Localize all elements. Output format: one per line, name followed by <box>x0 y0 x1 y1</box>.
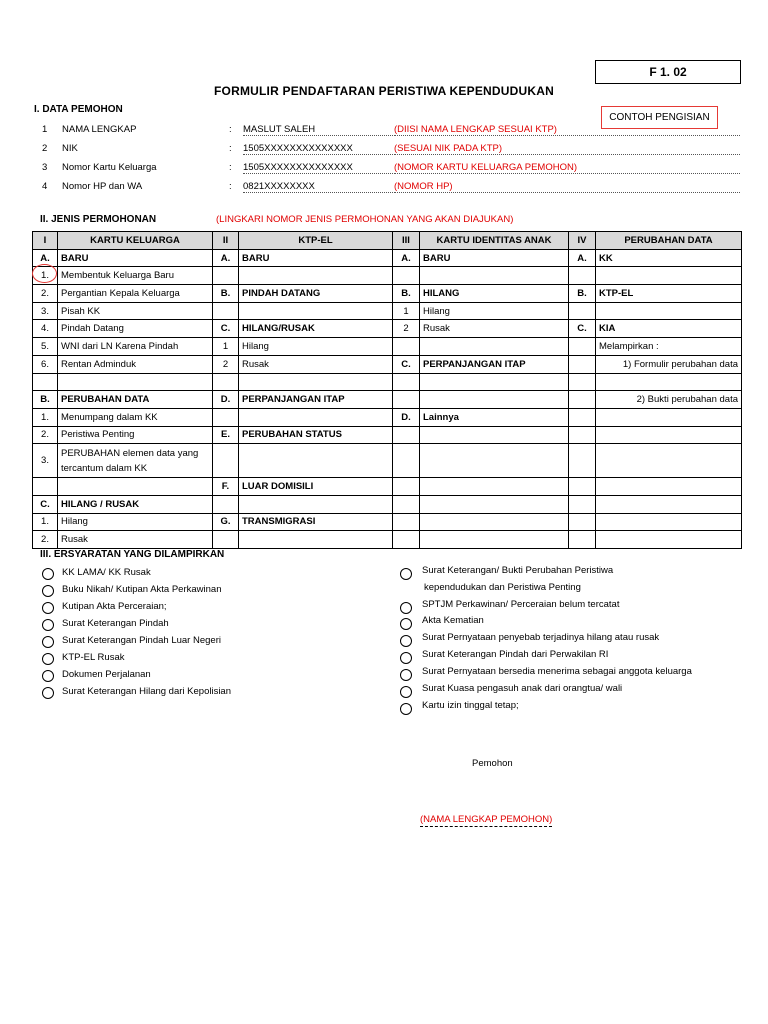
table-row <box>33 285 742 303</box>
table-cell: Rentan Adminduk <box>58 355 213 373</box>
applicant-field-hint: (NOMOR KARTU KELUARGA PEMOHON) <box>394 162 740 174</box>
table-cell: 2) Bukti perubahan data <box>596 391 742 409</box>
table-cell <box>420 338 569 356</box>
requirement-item-label: KTP-EL Rusak <box>62 652 125 663</box>
section2-hint: (LINGKARI NOMOR JENIS PERMOHONAN YANG AKAN DIAJUKAN) <box>216 214 514 225</box>
signature-label: Pemohon <box>472 758 513 769</box>
table-cell: HILANG/RUSAK <box>239 320 393 338</box>
table-cell <box>239 495 393 513</box>
applicant-field-value: 0821XXXXXXXX <box>243 181 393 193</box>
table-header-cell: KARTU KELUARGA <box>58 232 213 250</box>
table-cell <box>213 444 239 478</box>
table-cell <box>393 531 420 549</box>
table-cell: Melampirkan : <box>596 338 742 356</box>
table-cell <box>393 495 420 513</box>
requirement-item-label: Surat Keterangan Pindah dari Perwakilan RI <box>422 649 609 660</box>
table-cell <box>569 495 596 513</box>
table-cell <box>213 373 239 391</box>
table-row <box>33 408 742 426</box>
table-cell <box>569 391 596 409</box>
applicant-field-separator: : <box>229 124 232 135</box>
table-cell <box>420 267 569 285</box>
table-cell: 6. <box>33 355 58 373</box>
table-cell <box>393 267 420 285</box>
applicant-field-separator: : <box>229 181 232 192</box>
table-row <box>33 302 742 320</box>
table-cell <box>596 302 742 320</box>
table-header-cell: III <box>393 232 420 250</box>
table-cell: F. <box>213 478 239 496</box>
table-row <box>33 391 742 409</box>
table-header-cell: PERUBAHAN DATA <box>596 232 742 250</box>
checkbox-circle-icon[interactable] <box>400 635 412 647</box>
table-cell <box>393 338 420 356</box>
requirement-item-label: SPTJM Perkawinan/ Perceraian belum tercatat <box>422 599 620 610</box>
table-cell <box>393 478 420 496</box>
table-cell: Rusak <box>239 355 393 373</box>
table-cell: 1) Formulir perubahan data <box>596 355 742 373</box>
table-cell: BARU <box>420 249 569 267</box>
table-cell: 1 <box>213 338 239 356</box>
table-header-cell: I <box>33 232 58 250</box>
table-cell: A. <box>393 249 420 267</box>
applicant-field-hint: (NOMOR HP) <box>394 181 740 193</box>
table-cell <box>420 426 569 444</box>
checkbox-circle-icon[interactable] <box>400 568 412 580</box>
table-cell: BARU <box>58 249 213 267</box>
checkbox-circle-icon[interactable] <box>400 669 412 681</box>
form-title: FORMULIR PENDAFTARAN PERISTIWA KEPENDUDUKAN <box>214 84 554 98</box>
table-cell <box>569 373 596 391</box>
table-cell <box>596 373 742 391</box>
signature-name-hint: (NAMA LENGKAP PEMOHON) <box>420 814 553 825</box>
table-cell: PINDAH DATANG <box>239 285 393 303</box>
table-cell <box>58 373 213 391</box>
table-cell: Pergantian Kepala Keluarga <box>58 285 213 303</box>
table-cell: WNI dari LN Karena Pindah <box>58 338 213 356</box>
table-cell: 5. <box>33 338 58 356</box>
applicant-field-label: NIK <box>62 143 78 154</box>
table-cell <box>596 531 742 549</box>
table-cell: Hilang <box>420 302 569 320</box>
requirement-item-label: Kutipan Akta Perceraian; <box>62 601 167 612</box>
requirement-item-label: kependudukan dan Peristiwa Penting <box>424 582 581 593</box>
table-cell: 3. <box>33 302 58 320</box>
table-row <box>33 249 742 267</box>
table-cell <box>569 355 596 373</box>
requirement-item-label: Surat Kuasa pengasuh anak dari orangtua/ wali <box>422 683 623 694</box>
table-cell: D. <box>213 391 239 409</box>
table-cell: A. <box>213 249 239 267</box>
table-row <box>33 355 742 373</box>
table-cell <box>596 267 742 285</box>
table-cell <box>420 531 569 549</box>
section1-heading: I. DATA PEMOHON <box>34 104 123 115</box>
table-cell: PERPANJANGAN ITAP <box>239 391 393 409</box>
table-cell: KK <box>596 249 742 267</box>
table-cell: LUAR DOMISILI <box>239 478 393 496</box>
table-cell: A. <box>569 249 596 267</box>
table-row <box>33 531 742 549</box>
table-cell: Rusak <box>58 531 213 549</box>
table-row <box>33 478 742 496</box>
table-cell: KTP-EL <box>596 285 742 303</box>
table-cell <box>420 478 569 496</box>
applicant-row-number: 1 <box>42 124 48 135</box>
applicant-field-separator: : <box>229 162 232 173</box>
table-row <box>33 320 742 338</box>
checkbox-circle-icon[interactable] <box>42 670 54 682</box>
table-cell <box>393 373 420 391</box>
requirement-item-label: Buku Nikah/ Kutipan Akta Perkawinan <box>62 584 222 595</box>
table-cell: C. <box>393 355 420 373</box>
table-cell: C. <box>569 320 596 338</box>
table-cell: HILANG <box>420 285 569 303</box>
section3-heading: III. ERSYARATAN YANG DILAMPIRKAN <box>40 549 225 560</box>
table-cell: 4. <box>33 320 58 338</box>
table-cell <box>213 408 239 426</box>
table-cell: PERUBAHAN elemen data yang tercantum dalam KK <box>58 444 213 478</box>
table-cell: B. <box>33 391 58 409</box>
table-cell: B. <box>213 285 239 303</box>
table-cell: Menumpang dalam KK <box>58 408 213 426</box>
table-cell <box>596 444 742 478</box>
form-code-box <box>595 60 741 84</box>
table-cell <box>420 495 569 513</box>
table-cell <box>569 302 596 320</box>
table-cell: Pindah Datang <box>58 320 213 338</box>
applicant-field-value: MASLUT SALEH <box>243 124 393 136</box>
table-cell <box>596 513 742 531</box>
applicant-row-number: 3 <box>42 162 48 173</box>
table-header-cell: IV <box>569 232 596 250</box>
checkbox-circle-icon[interactable] <box>400 618 412 630</box>
table-cell: B. <box>569 285 596 303</box>
table-cell <box>569 513 596 531</box>
requirement-item-label: Surat Keterangan Hilang dari Kepolisian <box>62 686 231 697</box>
requirement-item-label: Dokumen Perjalanan <box>62 669 151 680</box>
table-cell: Pisah KK <box>58 302 213 320</box>
table-cell: KIA <box>596 320 742 338</box>
table-cell: 1 <box>393 302 420 320</box>
table-cell: Membentuk Keluarga Baru <box>58 267 213 285</box>
table-row <box>33 373 742 391</box>
table-cell: G. <box>213 513 239 531</box>
table-cell: HILANG / RUSAK <box>58 495 213 513</box>
applicant-field-hint: (DIISI NAMA LENGKAP SESUAI KTP) <box>394 124 740 136</box>
table-row <box>33 495 742 513</box>
table-row <box>33 338 742 356</box>
table-cell: B. <box>393 285 420 303</box>
table-cell: PERPANJANGAN ITAP <box>420 355 569 373</box>
table-cell: 2. <box>33 285 58 303</box>
table-cell <box>213 302 239 320</box>
applicant-field-separator: : <box>229 143 232 154</box>
table-cell: C. <box>33 495 58 513</box>
requirement-item-label: KK LAMA/ KK Rusak <box>62 567 151 578</box>
selection-circle <box>32 264 57 283</box>
applicant-field-label: Nomor Kartu Keluarga <box>62 162 157 173</box>
table-cell: A. <box>33 249 58 267</box>
table-cell <box>596 408 742 426</box>
applicant-row-number: 4 <box>42 181 48 192</box>
requirement-item-label: Surat Keterangan Pindah Luar Negeri <box>62 635 221 646</box>
form-code: F 1. 02 <box>649 65 687 79</box>
table-cell <box>33 373 58 391</box>
table-cell <box>569 531 596 549</box>
table-cell <box>58 478 213 496</box>
requirement-item-label: Kartu izin tinggal tetap; <box>422 700 519 711</box>
applicant-row-number: 2 <box>42 143 48 154</box>
checkbox-circle-icon[interactable] <box>400 686 412 698</box>
table-cell: C. <box>213 320 239 338</box>
checkbox-circle-icon[interactable] <box>42 585 54 597</box>
table-header-cell: KTP-EL <box>239 232 393 250</box>
table-cell <box>569 267 596 285</box>
table-cell <box>393 391 420 409</box>
table-header-cell: KARTU IDENTITAS ANAK <box>420 232 569 250</box>
applicant-field-value: 1505XXXXXXXXXXXXXX <box>243 143 393 155</box>
requirement-item-label: Surat Pernyataan bersedia menerima sebagai anggota keluarga <box>422 666 692 677</box>
table-cell <box>239 373 393 391</box>
table-cell <box>569 444 596 478</box>
requirement-item-label: Akta Kematian <box>422 615 484 626</box>
table-row <box>33 267 742 285</box>
checkbox-circle-icon[interactable] <box>42 619 54 631</box>
table-cell: 1. <box>33 513 58 531</box>
table-cell: E. <box>213 426 239 444</box>
table-cell: D. <box>393 408 420 426</box>
table-cell: 1. <box>33 408 58 426</box>
table-cell <box>569 478 596 496</box>
table-cell <box>596 478 742 496</box>
table-cell <box>213 267 239 285</box>
applicant-field-label: NAMA LENGKAP <box>62 124 137 135</box>
table-cell <box>420 373 569 391</box>
table-cell: BARU <box>239 249 393 267</box>
table-header-row <box>33 232 742 250</box>
table-cell <box>393 513 420 531</box>
table-cell <box>239 444 393 478</box>
checkbox-circle-icon[interactable] <box>42 687 54 699</box>
table-cell: Lainnya <box>420 408 569 426</box>
table-cell: Rusak <box>420 320 569 338</box>
table-cell: 2. <box>33 426 58 444</box>
table-cell: 3. <box>33 444 58 478</box>
table-cell: 2 <box>393 320 420 338</box>
table-cell: 2 <box>213 355 239 373</box>
checkbox-circle-icon[interactable] <box>42 568 54 580</box>
checkbox-circle-icon[interactable] <box>400 602 412 614</box>
table-cell: 2. <box>33 531 58 549</box>
table-row <box>33 426 742 444</box>
checkbox-circle-icon[interactable] <box>400 652 412 664</box>
table-cell <box>33 478 58 496</box>
table-cell <box>239 302 393 320</box>
table-cell: Hilang <box>58 513 213 531</box>
table-cell <box>239 408 393 426</box>
applicant-field-hint: (SESUAI NIK PADA KTP) <box>394 143 740 155</box>
table-cell: PERUBAHAN DATA <box>58 391 213 409</box>
table-cell <box>213 495 239 513</box>
checkbox-circle-icon[interactable] <box>42 636 54 648</box>
table-row <box>33 444 742 478</box>
table-cell: TRANSMIGRASI <box>239 513 393 531</box>
sample-label: CONTOH PENGISIAN <box>609 112 710 123</box>
applicant-field-label: Nomor HP dan WA <box>62 181 143 192</box>
requirement-item-label: Surat Pernyataan penyebab terjadinya hilang atau rusak <box>422 632 660 643</box>
table-cell <box>569 426 596 444</box>
table-cell <box>596 426 742 444</box>
table-cell <box>569 338 596 356</box>
table-cell <box>239 531 393 549</box>
table-cell: Hilang <box>239 338 393 356</box>
table-cell <box>393 444 420 478</box>
table-cell <box>213 531 239 549</box>
table-row <box>33 513 742 531</box>
table-cell <box>596 495 742 513</box>
table-cell: Peristiwa Penting <box>58 426 213 444</box>
request-type-table <box>32 231 742 549</box>
table-cell <box>420 513 569 531</box>
table-header-cell: II <box>213 232 239 250</box>
checkbox-circle-icon[interactable] <box>400 703 412 715</box>
section2-heading: II. JENIS PERMOHONAN <box>40 214 157 225</box>
requirement-item-label: Surat Keterangan/ Bukti Perubahan Peristiwa <box>422 565 614 576</box>
requirement-item-label: Surat Keterangan Pindah <box>62 618 169 629</box>
table-cell <box>420 391 569 409</box>
table-cell <box>393 426 420 444</box>
table-cell <box>420 444 569 478</box>
checkbox-circle-icon[interactable] <box>42 602 54 614</box>
table-cell: PERUBAHAN STATUS <box>239 426 393 444</box>
checkbox-circle-icon[interactable] <box>42 653 54 665</box>
table-cell <box>569 408 596 426</box>
applicant-field-value: 1505XXXXXXXXXXXXXX <box>243 162 393 174</box>
table-cell <box>239 267 393 285</box>
table-cell: 1. <box>33 267 58 285</box>
